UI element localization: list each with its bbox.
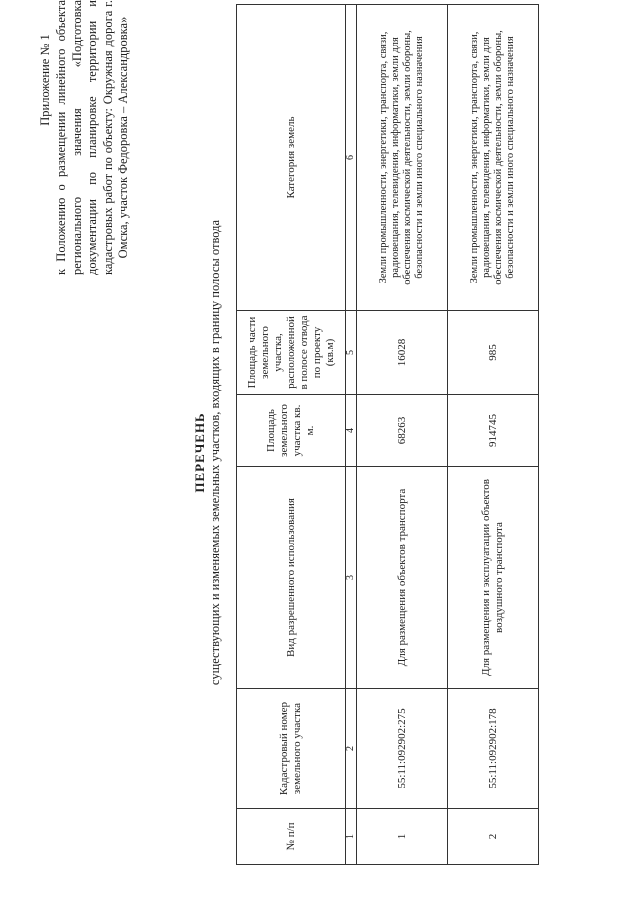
- cadastral-number: 55:11:092902:178: [448, 689, 539, 809]
- table-row: [357, 5, 448, 865]
- header-part-area: Площадь части земельного участка, расположенной в полосе отвода по проекту (кв.м): [237, 311, 346, 395]
- land-plots-table: [236, 4, 539, 865]
- header-land-category: Категория земель: [237, 5, 346, 311]
- appendix-title: Приложение № 1: [38, 34, 52, 126]
- column-number: 2: [346, 689, 357, 809]
- table-row: [448, 5, 539, 865]
- list-subtitle: существующих и изменяемых земельных участков, входящих в границу полосы отвода: [208, 219, 222, 686]
- header-plot-area: Площадь земельного участка кв. м.: [237, 395, 346, 467]
- row-number: 2: [448, 809, 539, 865]
- permitted-use: Для размещения и эксплуатации объектов воздушного транспорта: [448, 467, 539, 689]
- appendix-basis: к Положению о размещении линейного объекта регионального значения «Подготовка документации по планировке территории и кадастровых работ по объекту: Окружная дорога г. Омска, участок Федоровка – Александровка»: [54, 0, 130, 275]
- permitted-use: Для размещения объектов транспорта: [357, 467, 448, 689]
- cadastral-number: 55:11:092902:275: [357, 689, 448, 809]
- column-number: 4: [346, 395, 357, 467]
- plot-area: 68263: [357, 395, 448, 467]
- column-number: 6: [346, 5, 357, 311]
- row-number: 1: [357, 809, 448, 865]
- header-permitted-use: Вид разрешенного использования: [237, 467, 346, 689]
- part-area: 16028: [357, 311, 448, 395]
- header-cadastral: Кадастровый номер земельного участка: [237, 689, 346, 809]
- column-number: 1: [346, 809, 357, 865]
- list-title: ПЕРЕЧЕНЬ: [192, 412, 207, 493]
- column-number-row: [346, 5, 357, 865]
- land-category: Земли промышленности, энергетики, транспорта, связи, радиовещания, телевидения, информатики, земли для обеспечения космической деятельности, земли обороны, безопасности и земли иного специального назначения: [357, 5, 448, 311]
- land-category: Земли промышленности, энергетики, транспорта, связи, радиовещания, телевидения, информатики, земли для обеспечения космической деятельности, земли обороны, безопасности и земли иного специального назначения: [448, 5, 539, 311]
- column-number: 3: [346, 467, 357, 689]
- header-number: № п/п: [237, 809, 346, 865]
- table-header-row: [237, 5, 346, 865]
- column-number: 5: [346, 311, 357, 395]
- part-area: 985: [448, 311, 539, 395]
- plot-area: 914745: [448, 395, 539, 467]
